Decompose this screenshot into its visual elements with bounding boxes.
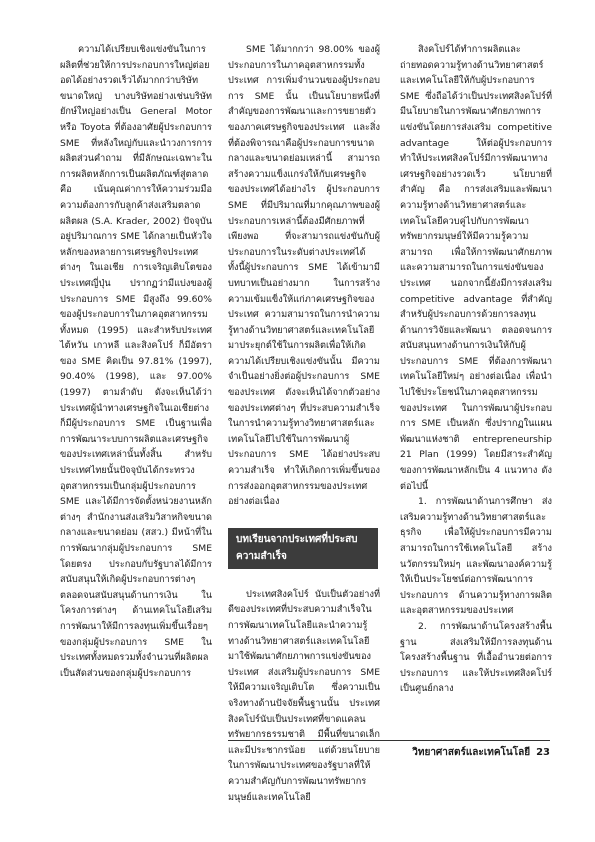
text-column-3 [400,42,552,697]
list-item: 1. การพัฒนาด้านการศึกษา ส่งเสริมความรู้ทางด้านวิทยาศาสตร์และธุรกิจ เพื่อให้ผู้ประกอบการมีความสามารถในการใช้เทคโนโลยี สร้างนวัตกรรมใหม่ๆ และพัฒนาองค์ความรู้ ให้เป็นประโยชน์ต่อการพัฒนาการประกอบการ ด้านความรู้ทางการผลิตและอุตสาหกรรมของประเทศ [400,496,552,617]
paragraph: ความได้เปรียบเชิงแข่งขันในการผลิตที่ช่วยให้การประกอบการใหญ่ต่อยอดได้อย่างรวดเร็วได้มากกว่าบริษัทขนาดใหญ่ บางบริษัทอย่างเช่นบริษัทยักษ์ใหญ่อย่างเป็น General Motor หรือ Toyota ที่ต้องอาศัยผู้ประกอบการ SME ที่หลังใหญ่กับและนำวงการการผลิตส่วนคำถาม ที่มีลักษณะเฉพาะในการผลิตหลักการเป็นผลิตภัณฑ์สู่ตลาด คือ เน้นคุณค่าการให้ความร่วมมือความต้องการกับลูกค้าส่งเสริมตลาดผลิตผล (S.A. Krader, 2002) ปัจจุบันอยู่ปริมาณการ SME ได้กลายเป็นหัวใจหลักของหลายการเศรษฐกิจประเทศต่างๆ ในเอเชีย การเจริญเติบโตของประเทศญี่ปุ่น ปรากฏว่ามีแบ่งของผู้ประกอบการ SME มีสูงถึง 99.60% ของผู้ประกอบการในภาคอุตสาหกรรมทั้งหมด (1995) และสำหรับประเทศไต้หวัน เกาหลี และสิงคโปร์ ก็มีอัตราของ SME คิดเป็น 97.81% (1997), 90.40% (1998), และ 97.00% (1997) ตามลำดับ ดังจะเห็นได้ว่าประเทศผู้นำทางเศรษฐกิจในเอเชียต่างก็มีผู้ประกอบการ SME เป็นฐานเพื่อการพัฒนาระบบการผลิตและเศรษฐกิจของประเทศเหล่านั้นทั้งสิ้น สำหรับประเทศไทยนั้นปัจจุบันได้กระทรวงอุตสาหกรรมเป็นกลุ่มผู้ประกอบการ SME และได้มีการจัดตั้งหน่วยงานหลักต่างๆ สำนักงานส่งเสริมวิสาหกิจขนาดกลางและขนาดย่อม (สสว.) มีหน้าที่ในการพัฒนากลุ่มผู้ประกอบการ SME โดยตรง ประกอบกับรัฐบาลได้มีการสนับสนุนให้เกิดผู้ประกอบการต่างๆตลอดจนสนับสนุนด้านการเงิน ในโครงการต่างๆ ด้านเทคโนโลยีเสริมการพัฒนาให้มีการลงทุนเพิ่มขึ้นเรื่อยๆ ของกลุ่มผู้ประกอบการ SME ในประเทศทั้งหมดรวมทั้งจำนวนที่ผลิตผลเป็นสัดส่วนของกลุ่มผู้ประกอบการ [60,44,212,679]
text-column-2 [228,42,380,805]
paragraph: สิงคโปร์ได้ทำการผลิตและถ่ายทอดความรู้ทางด้านวิทยาศาสตร์และเทคโนโลยีให้กับผู้ประกอบการ SME ซึ่งถือได้ว่าเป็นประเทศสิงคโปร์ที่มีนโยบายในการพัฒนาศักยภาพการแข่งขันโดยการส่งเสริม competitive advantage ให้ต่อผู้ประกอบการ ทำให้ประเทศสิงคโปร์มีการพัฒนาทางเศรษฐกิจอย่างรวดเร็ว นโยบายที่สำคัญ คือ การส่งเสริมและพัฒนาความรู้ทางด้านวิทยาศาสตร์และเทคโนโลยีควบคู่ไปกับการพัฒนาทรัพยากรมนุษย์ให้มีความรู้ความสามารถ เพื่อให้การพัฒนาศักยภาพและความสามารถในการแข่งขันของประเทศ นอกจากนี้ยังมีการส่งเสริม competitive advantage ที่สำคัญสำหรับผู้ประกอบการด้วยการลงทุนด้านการวิจัยและพัฒนา ตลอดจนการสนับสนุนทางด้านการเงินให้กับผู้ประกอบการ SME ที่ต้องการพัฒนาเทคโนโลยีใหม่ๆ อย่างต่อเนื่อง เพื่อนำไปใช้ประโยชน์ในภาคอุตสาหกรรมของประเทศ ในการพัฒนาผู้ประกอบการ SME เป็นหลัก ซึ่งปรากฏในแผนพัฒนาแห่งชาติ entrepreneurship 21 Plan (1999) โดยมีสาระสำคัญของการพัฒนาหลักเป็น 4 แนวทาง ดังต่อไปนี้ [400,44,552,492]
page-number: 23 [536,747,550,758]
footer-rule [228,740,550,741]
paragraph: SME ได้มากกว่า 98.00% ของผู้ประกอบการในภาคอุตสาหกรรมทั้งประเทศ การเพิ่มจำนวนของผู้ประกอบการ SME นั้น เป็นนโยบายหนึ่งที่สำคัญของการพัฒนาและการขยายตัวของภาคเศรษฐกิจของประเทศ และสิ่งที่ต้องพิจารณาคือผู้ประกอบการขนาดกลางและขนาดย่อมเหล่านี้ สามารถสร้างความแข็งแกร่งให้กับเศรษฐกิจของประเทศได้อย่างไร ผู้ประกอบการ SME ที่มีปริมาณที่มากคุณภาพของผู้ประกอบการเหล่านี้ต้องมีศักยภาพที่เพียงพอ ที่จะสามารถแข่งขันกับผู้ประกอบการในระดับต่างประเทศได้ ทั้งนี้ผู้ประกอบการ SME ได้เข้ามามีบทบาทเป็นอย่างมาก ในการสร้างความเข้มแข็งให้แก่ภาคเศรษฐกิจของประเทศ ความสามารถในการนำความรู้ทางด้านวิทยาศาสตร์และเทคโนโลยีมาประยุกต์ใช้ในการผลิตเพื่อให้เกิดความได้เปรียบเชิงแข่งขันนั้น มีความจำเป็นอย่างยิ่งต่อผู้ประกอบการ SME ของประเทศ ดังจะเห็นได้จากตัวอย่างของประเทศต่างๆ ที่ประสบความสำเร็จในการนำความรู้ทางวิทยาศาสตร์และเทคโนโลยีไปใช้ในการพัฒนาผู้ประกอบการ SME ได้อย่างประสบความสำเร็จ ทำให้เกิดการเพิ่มขึ้นของการส่งออกอุตสาหกรรมของประเทศอย่างต่อเนื่อง [228,44,380,508]
section-heading: บทเรียนจากประเทศที่ประสบความสำเร็จ [228,528,378,569]
journal-name: วิทยาศาสตร์และเทคโนโลยี [412,747,531,758]
paragraph: ประเทศสิงคโปร์ นับเป็นตัวอย่างที่ดีของประเทศที่ประสบความสำเร็จในการพัฒนาเทคโนโลยีและนำความรู้ทางด้านวิทยาศาสตร์และเทคโนโลยีมาใช้พัฒนาศักยภาพการแข่งขันของประเทศ ส่งเสริมผู้ประกอบการ SME ให้มีความเจริญเติบโต ซึ่งความเป็นจริงทางด้านปัจจัยพื้นฐานนั้น ประเทศสิงคโปร์นับเป็นประเทศที่ขาดแคลนทรัพยากรธรรมชาติ มีพื้นที่ขนาดเล็ก และมีประชากรน้อย แต่ด้วยนโยบายในการพัฒนาประเทศของรัฐบาลที่ให้ความสำคัญกับการพัฒนาทรัพยากรมนุษย์และเทคโนโลยี [228,588,380,803]
page-footer [300,745,550,760]
text-column-1 [60,42,212,681]
list-item: 2. การพัฒนาด้านโครงสร้างพื้นฐาน ส่งเสริมให้มีการลงทุนด้านโครงสร้างพื้นฐาน ที่เอื้ออำนวยต่อการประกอบการ และให้ประเทศสิงคโปร์เป็นศูนย์กลาง [400,620,552,695]
